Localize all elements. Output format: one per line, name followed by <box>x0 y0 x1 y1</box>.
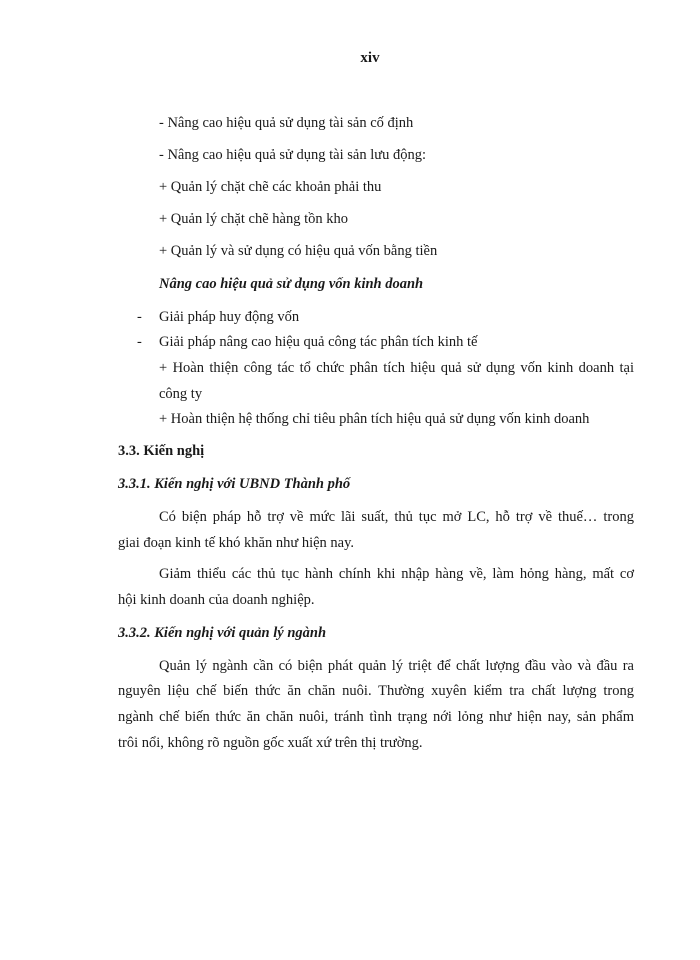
item-receivables: + Quản lý chặt chẽ các khoản phải thu <box>159 179 382 195</box>
bullet-fundraising: Giải pháp huy động vốn <box>159 309 300 325</box>
item-inventory: + Quản lý chặt chẽ hàng tồn kho <box>159 211 348 227</box>
section-3-3-1-p1-line2: giai đoạn kinh tế khó khăn như hiện nay. <box>118 535 355 551</box>
section-3-3-1-p2-line1: Giảm thiểu các thủ tục hành chính khi nhập hàng về, làm hỏng hàng, mất cơ <box>159 566 634 582</box>
item-fixed-assets: - Nâng cao hiệu quả sử dụng tài sản cố định <box>159 115 414 131</box>
section-3-3-2-line2: nguyên liệu chế biến thức ăn chăn nuôi. Thường xuyên kiểm tra chất lượng trong <box>118 683 634 699</box>
analysis-org-line1: + Hoàn thiện công tác tổ chức phân tích hiệu quả sử dụng vốn kinh doanh tại <box>159 360 634 376</box>
section-3-3-2-line1: Quản lý ngành cần có biện phát quản lý triệt để chất lượng đầu vào và đầu ra <box>159 658 634 674</box>
section-3-3-1-p1-line1: Có biện pháp hỗ trợ về mức lãi suất, thủ tục mở LC, hỗ trợ về thuế… trong <box>159 509 634 525</box>
bullet-dash: - <box>137 309 142 325</box>
analysis-org-line2: công ty <box>159 386 203 402</box>
bullet-analysis: Giải pháp nâng cao hiệu quả công tác phân tích kinh tế <box>159 334 478 350</box>
analysis-indicators: + Hoàn thiện hệ thống chỉ tiêu phân tích hiệu quả sử dụng vốn kinh doanh <box>159 411 590 427</box>
item-cash: + Quản lý và sử dụng có hiệu quả vốn bằng tiền <box>159 243 438 259</box>
section-3-3-2-heading: 3.3.2. Kiến nghị với quản lý ngành <box>118 625 327 641</box>
section-3-3-1-heading: 3.3.1. Kiến nghị với UBND Thành phố <box>118 476 351 492</box>
bullet-dash: - <box>137 334 142 350</box>
page-number: xiv <box>360 50 380 66</box>
section-3-3-1-p2-line2: hội kinh doanh của doanh nghiệp. <box>118 592 315 608</box>
item-current-assets: - Nâng cao hiệu quả sử dụng tài sản lưu động: <box>159 147 426 163</box>
section-3-3-heading: 3.3. Kiến nghị <box>118 443 205 459</box>
subheading-capital-efficiency: Nâng cao hiệu quả sử dụng vốn kinh doanh <box>159 276 424 292</box>
section-3-3-2-line3: ngành chế biến thức ăn chăn nuôi, tránh tình trạng nới lỏng như hiện nay, sản phẩm <box>118 709 634 725</box>
section-3-3-2-line4: trôi nổi, không rõ nguồn gốc xuất xứ trên thị trường. <box>118 735 423 751</box>
